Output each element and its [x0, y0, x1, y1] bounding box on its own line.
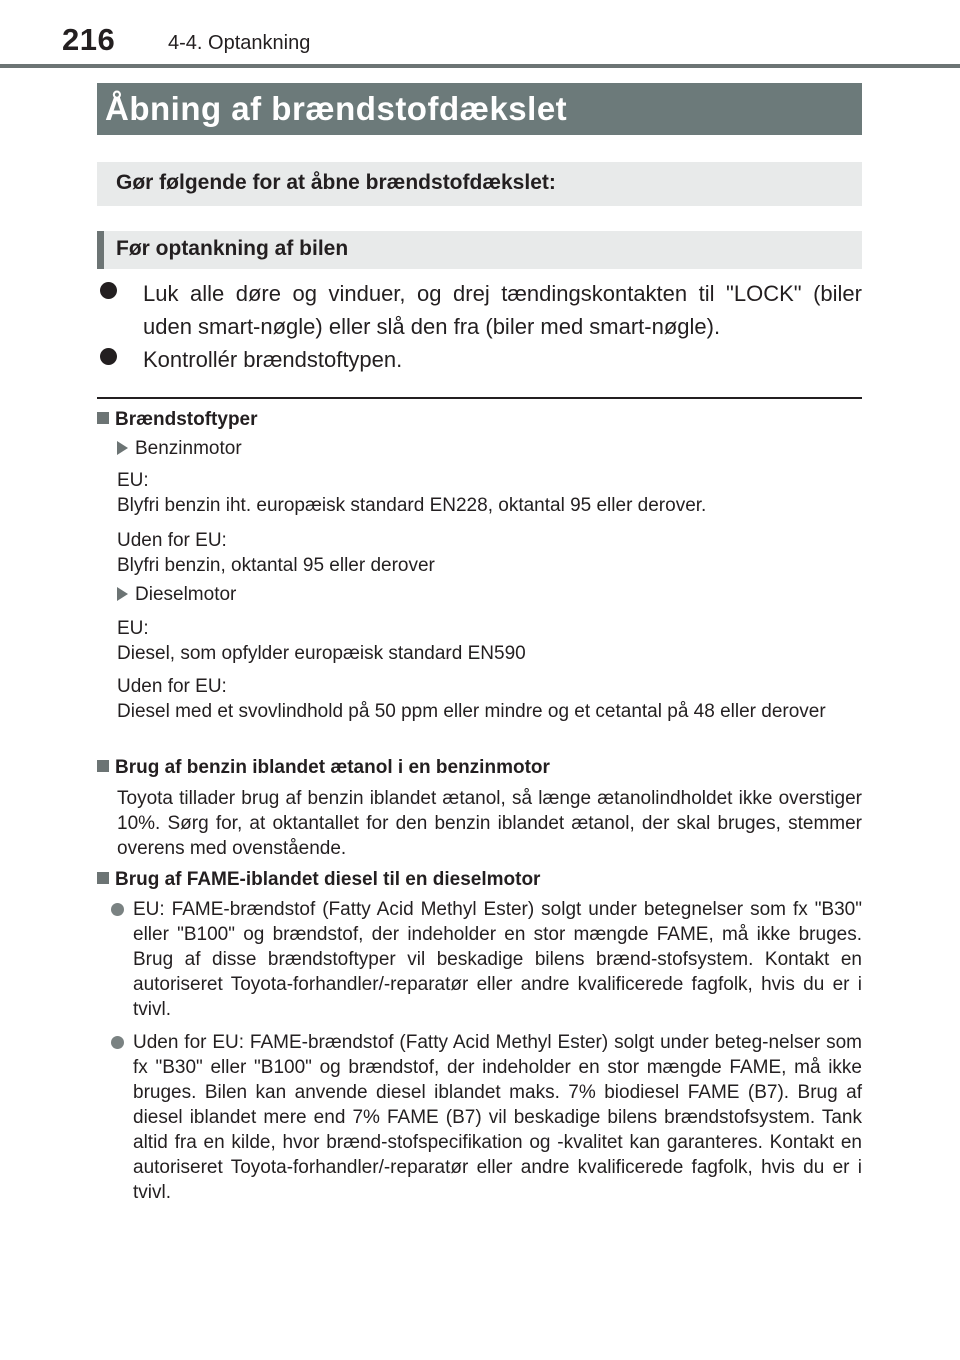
ethanol-text: Toyota tillader brug af benzin iblandet ætanol, så længe ætanolindholdet ikke overstiger 10%. Sørg for, at oktantallet for den benzin iblandet ætanol, der skal bruges, stemmer overens med ovenstående. [117, 788, 862, 859]
petrol-eu: EU: Blyfri benzin iht. europæisk standard EN228, oktantal 95 eller derover. [117, 470, 707, 516]
fame-item-text: Uden for EU: FAME-brændstof (Fatty Acid Methyl Ester) solgt under beteg-nelser som fx "B30" eller "B100" og brændstof, der indeholder en stor mængde FAME, må ikke bruges. Bilen kan anvende diesel iblandet maks. 7% biodiesel FAME (B7). Brug af diesel iblandet mere end 7% FAME (B7) vil beskadige bilens brændstofsystem. Tank altid fra en kilde, hvor brænd-stofspecifikation og -kvalitet kan garanteres. Kontakt en autoriseret Toyota-forhandler/-reparatør eller andre kvalificerede fagfolk, hvis du er i tvivl. [133, 1032, 862, 1203]
step-text: Kontrollér brændstoftypen. [143, 347, 403, 372]
bullet-icon [111, 903, 124, 916]
fame-item [111, 1030, 862, 1205]
page-title: Åbning af brændstofdækslet [105, 90, 568, 127]
intro-box [97, 162, 862, 206]
section-divider [97, 397, 862, 399]
bullet-icon [100, 348, 117, 365]
petrol-label: Benzinmotor [117, 437, 242, 461]
step-text: Luk alle døre og vinduer, og drej tændingskontakten til "LOCK" (biler uden smart-nøgle) eller slå den fra (biler med smart-nøgle). [143, 281, 862, 339]
square-bullet-icon [97, 760, 109, 772]
fuel-types-heading: Brændstoftyper [97, 408, 862, 432]
subheading-accent [97, 231, 104, 269]
header-rule [0, 64, 960, 68]
triangle-bullet-icon [117, 441, 128, 455]
step-item [97, 277, 862, 343]
section-label: 4-4. Optankning [168, 32, 311, 54]
page-number: 216 [62, 22, 116, 57]
subheading: Før optankning af bilen [116, 237, 349, 260]
diesel-label: Dieselmotor [117, 583, 236, 607]
diesel-non-eu: Uden for EU: Diesel med et svovlindhold på 50 ppm eller mindre og et cetantal på 48 eller derover [117, 676, 826, 722]
square-bullet-icon [97, 872, 109, 884]
title-bar [97, 83, 862, 135]
fame-item [111, 897, 862, 1022]
ethanol-heading: Brug af benzin iblandet ætanol i en benzinmotor [97, 756, 862, 780]
diesel-eu: EU: Diesel, som opfylder europæisk standard EN590 [117, 618, 526, 664]
petrol-non-eu: Uden for EU: Blyfri benzin, oktantal 95 eller derover [117, 530, 435, 576]
square-bullet-icon [97, 412, 109, 424]
triangle-bullet-icon [117, 587, 128, 601]
bullet-icon [100, 282, 117, 299]
fame-heading: Brug af FAME-iblandet diesel til en dieselmotor [97, 868, 862, 892]
step-item [97, 343, 862, 376]
subheading-box [97, 231, 862, 269]
bullet-icon [111, 1036, 124, 1049]
intro-text: Gør følgende for at åbne brændstofdækslet: [116, 171, 556, 194]
fame-item-text: EU: FAME-brændstof (Fatty Acid Methyl Ester) solgt under betegnelser som fx "B30" eller "B100" og brændstof, der indeholder en stor mængde FAME, må ikke bruges. Brug af disse brændstoftyper vil beskadige bilens brænd-stofsystem. Kontakt en autoriseret Toyota-forhandler/-reparatør eller andre kvalificerede fagfolk, hvis du er i tvivl. [133, 899, 862, 1020]
